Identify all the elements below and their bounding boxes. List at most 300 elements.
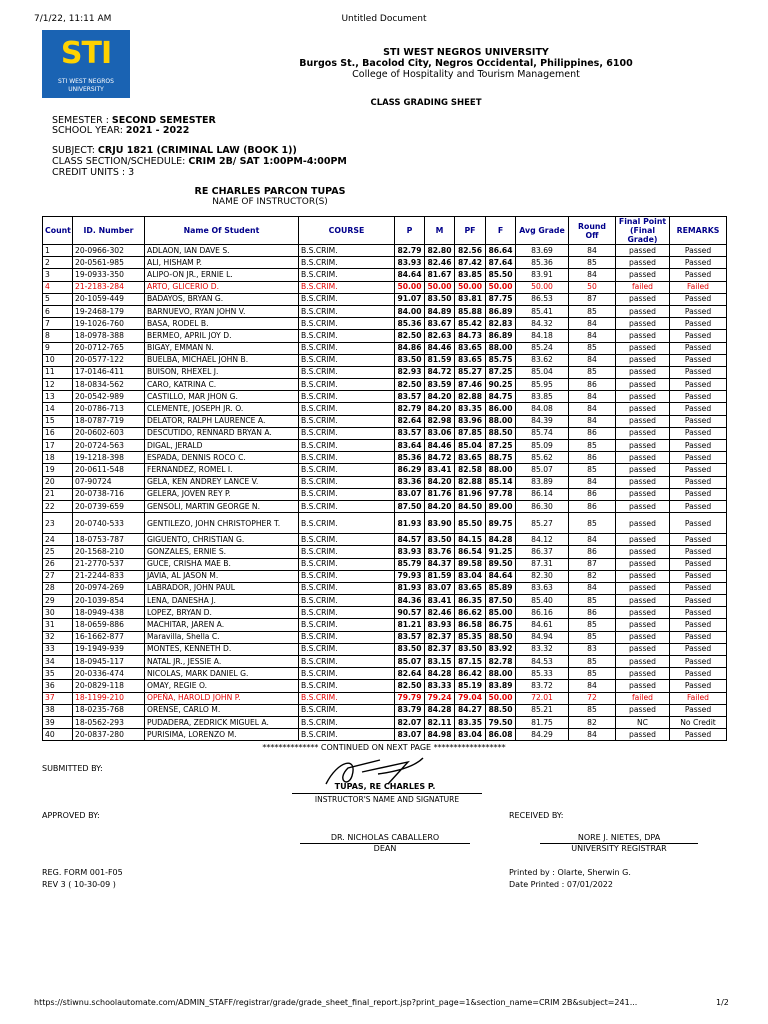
table-cell: 18-0235-768 bbox=[73, 704, 145, 716]
table-cell: 19-1026-760 bbox=[73, 318, 145, 330]
table-cell: 83.64 bbox=[395, 440, 425, 452]
table-cell: 11 bbox=[43, 366, 73, 378]
table-cell: 86.37 bbox=[516, 546, 569, 558]
table-cell: 18-0787-719 bbox=[73, 415, 145, 427]
table-cell: 84.32 bbox=[516, 318, 569, 330]
reg-form: REG. FORM 001-F05 bbox=[42, 868, 123, 877]
table-cell: B.S.CRIM. bbox=[299, 391, 395, 403]
table-cell: 90.25 bbox=[486, 379, 516, 391]
table-cell: 21-2183-284 bbox=[73, 281, 145, 293]
table-cell: 87.42 bbox=[455, 257, 486, 269]
table-cell: 50.00 bbox=[486, 281, 516, 293]
table-cell: NC bbox=[616, 716, 670, 728]
table-cell: 20-0724-563 bbox=[73, 440, 145, 452]
table-cell: 82.50 bbox=[395, 680, 425, 692]
table-cell: Maravilla, Shella C. bbox=[145, 631, 299, 643]
table-cell: 8 bbox=[43, 330, 73, 342]
table-cell: B.S.CRIM. bbox=[299, 305, 395, 317]
table-cell: 83 bbox=[569, 643, 616, 655]
continued-note: ************** CONTINUED ON NEXT PAGE ****************** bbox=[262, 743, 506, 752]
table-cell: 85 bbox=[569, 631, 616, 643]
table-cell: 91.25 bbox=[486, 546, 516, 558]
table-row bbox=[43, 668, 727, 680]
table-cell: 82 bbox=[569, 570, 616, 582]
table-cell: 82.30 bbox=[516, 570, 569, 582]
table-cell: 83.59 bbox=[425, 379, 455, 391]
table-cell: passed bbox=[616, 680, 670, 692]
table-cell: failed bbox=[616, 281, 670, 293]
table-cell: 50.00 bbox=[455, 281, 486, 293]
table-cell: Passed bbox=[670, 257, 727, 269]
table-cell: B.S.CRIM. bbox=[299, 281, 395, 293]
section-line: CLASS SECTION/SCHEDULE: CRIM 2B/ SAT 1:00PM-4:00PM bbox=[52, 156, 347, 167]
table-cell: 20-0738-716 bbox=[73, 488, 145, 500]
table-cell: Passed bbox=[670, 366, 727, 378]
table-cell: 9 bbox=[43, 342, 73, 354]
table-cell: 83.65 bbox=[455, 354, 486, 366]
table-cell: GELERA, JOVEN REY P. bbox=[145, 488, 299, 500]
table-cell: 85.21 bbox=[516, 704, 569, 716]
table-cell: 6 bbox=[43, 305, 73, 317]
table-cell: passed bbox=[616, 534, 670, 546]
table-cell: 84.20 bbox=[425, 476, 455, 488]
table-cell: Passed bbox=[670, 619, 727, 631]
table-cell: 84.46 bbox=[425, 342, 455, 354]
table-header-row bbox=[43, 217, 727, 245]
table-cell: 84.36 bbox=[395, 595, 425, 607]
table-cell: 18-0562-293 bbox=[73, 716, 145, 728]
table-row bbox=[43, 257, 727, 269]
table-cell: 84.08 bbox=[516, 403, 569, 415]
table-cell: 84 bbox=[569, 415, 616, 427]
table-cell: 86.89 bbox=[486, 330, 516, 342]
table-cell: 19-0933-350 bbox=[73, 269, 145, 281]
table-cell: DIGAL, JERALD bbox=[145, 440, 299, 452]
table-cell: 13 bbox=[43, 391, 73, 403]
table-cell: 81.59 bbox=[425, 354, 455, 366]
table-cell: 85.40 bbox=[516, 595, 569, 607]
table-cell: 84 bbox=[569, 582, 616, 594]
table-cell: 20-0974-269 bbox=[73, 582, 145, 594]
sti-logo bbox=[42, 30, 130, 98]
table-cell: 82.07 bbox=[395, 716, 425, 728]
table-cell: 22 bbox=[43, 500, 73, 512]
table-cell: Passed bbox=[670, 704, 727, 716]
table-cell: 83.15 bbox=[425, 656, 455, 668]
table-cell: 85.04 bbox=[516, 366, 569, 378]
table-cell: 83.93 bbox=[395, 257, 425, 269]
table-cell: 83.50 bbox=[425, 293, 455, 305]
table-cell: 87.15 bbox=[455, 656, 486, 668]
institution-address: Burgos St., Bacolod City, Negros Occidental, Philippines, 6100 bbox=[299, 58, 633, 69]
column-header: PF bbox=[455, 217, 486, 245]
table-cell: 17-0146-411 bbox=[73, 366, 145, 378]
table-cell: B.S.CRIM. bbox=[299, 570, 395, 582]
table-cell: ADLAON, IAN DAVE S. bbox=[145, 245, 299, 257]
table-cell: passed bbox=[616, 342, 670, 354]
table-cell: passed bbox=[616, 704, 670, 716]
table-cell: 82.37 bbox=[425, 643, 455, 655]
table-cell: BUELBA, MICHAEL JOHN B. bbox=[145, 354, 299, 366]
instructor-signature-name: TUPAS, RE CHARLES P. bbox=[334, 782, 436, 791]
table-cell: 83.65 bbox=[455, 452, 486, 464]
table-cell: 85.07 bbox=[516, 464, 569, 476]
table-cell: passed bbox=[616, 546, 670, 558]
table-cell: 86.53 bbox=[516, 293, 569, 305]
table-cell: 83.50 bbox=[425, 534, 455, 546]
table-cell: 85.79 bbox=[395, 558, 425, 570]
table-cell: 86.75 bbox=[486, 619, 516, 631]
table-cell: 82.64 bbox=[395, 668, 425, 680]
table-cell: 81.59 bbox=[425, 570, 455, 582]
table-row bbox=[43, 595, 727, 607]
table-cell: 83.07 bbox=[395, 729, 425, 741]
table-cell: 85 bbox=[569, 440, 616, 452]
table-cell: 3 bbox=[43, 269, 73, 281]
table-cell: 85 bbox=[569, 342, 616, 354]
table-cell: 85 bbox=[569, 619, 616, 631]
table-cell: 82.46 bbox=[425, 607, 455, 619]
table-cell: B.S.CRIM. bbox=[299, 595, 395, 607]
table-cell: 86.30 bbox=[516, 500, 569, 512]
table-cell: 84.29 bbox=[516, 729, 569, 741]
table-cell: B.S.CRIM. bbox=[299, 729, 395, 741]
table-cell: 83.89 bbox=[516, 476, 569, 488]
table-cell: 89.58 bbox=[455, 558, 486, 570]
table-cell: 20-0829-118 bbox=[73, 680, 145, 692]
table-cell: Passed bbox=[670, 680, 727, 692]
print-datetime: 7/1/22, 11:11 AM bbox=[34, 14, 112, 24]
table-cell: LABRADOR, JOHN PAUL bbox=[145, 582, 299, 594]
table-cell: 79.93 bbox=[395, 570, 425, 582]
table-cell: 83.81 bbox=[455, 293, 486, 305]
table-cell: Passed bbox=[670, 354, 727, 366]
table-cell: 50.00 bbox=[395, 281, 425, 293]
table-cell: B.S.CRIM. bbox=[299, 415, 395, 427]
table-cell: 83.85 bbox=[516, 391, 569, 403]
table-row bbox=[43, 305, 727, 317]
table-cell: 84.28 bbox=[486, 534, 516, 546]
table-cell: B.S.CRIM. bbox=[299, 293, 395, 305]
table-cell: 83.91 bbox=[516, 269, 569, 281]
logo-caption: STI WEST NEGROS UNIVERSITY bbox=[58, 78, 114, 93]
table-cell: LENA, DANESHA J. bbox=[145, 595, 299, 607]
table-cell: 84 bbox=[569, 269, 616, 281]
table-cell: 84.72 bbox=[425, 452, 455, 464]
table-cell: failed bbox=[616, 692, 670, 704]
table-row bbox=[43, 354, 727, 366]
table-cell: Passed bbox=[670, 318, 727, 330]
table-row bbox=[43, 379, 727, 391]
print-page-number: 1/2 bbox=[716, 998, 729, 1007]
table-cell: 83.07 bbox=[395, 488, 425, 500]
table-cell: 18-0978-388 bbox=[73, 330, 145, 342]
table-cell: BARNUEVO, RYAN JOHN V. bbox=[145, 305, 299, 317]
table-cell: 20-0740-533 bbox=[73, 513, 145, 534]
table-cell: passed bbox=[616, 403, 670, 415]
table-cell: 28 bbox=[43, 582, 73, 594]
table-cell: 84.57 bbox=[395, 534, 425, 546]
table-cell: 83.93 bbox=[395, 546, 425, 558]
table-cell: 85.62 bbox=[516, 452, 569, 464]
instructor-name: RE CHARLES PARCON TUPAS bbox=[194, 186, 346, 197]
table-cell: Passed bbox=[670, 452, 727, 464]
table-cell: 84.64 bbox=[395, 269, 425, 281]
table-cell: B.S.CRIM. bbox=[299, 330, 395, 342]
table-cell: 82.58 bbox=[455, 464, 486, 476]
table-cell: 87.85 bbox=[455, 427, 486, 439]
table-cell: B.S.CRIM. bbox=[299, 440, 395, 452]
table-cell: 81.96 bbox=[455, 488, 486, 500]
table-cell: Passed bbox=[670, 305, 727, 317]
table-cell: 85.95 bbox=[516, 379, 569, 391]
table-cell: CARO, KATRINA C. bbox=[145, 379, 299, 391]
table-cell: 85.88 bbox=[455, 305, 486, 317]
table-cell: 18-0945-117 bbox=[73, 656, 145, 668]
table-cell: 86.14 bbox=[516, 488, 569, 500]
table-row bbox=[43, 619, 727, 631]
table-cell: 81.76 bbox=[425, 488, 455, 500]
table-cell: DELATOR, RALPH LAURENCE A. bbox=[145, 415, 299, 427]
table-cell: Passed bbox=[670, 546, 727, 558]
table-cell: 84.75 bbox=[486, 391, 516, 403]
table-cell: 83.63 bbox=[516, 582, 569, 594]
table-cell: Passed bbox=[670, 729, 727, 741]
table-cell: 82.98 bbox=[425, 415, 455, 427]
table-cell: 86 bbox=[569, 427, 616, 439]
table-cell: 85.89 bbox=[486, 582, 516, 594]
table-cell: Passed bbox=[670, 403, 727, 415]
table-cell: passed bbox=[616, 631, 670, 643]
table-cell: 83.69 bbox=[516, 245, 569, 257]
table-row bbox=[43, 534, 727, 546]
table-cell: 84.20 bbox=[425, 403, 455, 415]
table-cell: BADAYOS, BRYAN G. bbox=[145, 293, 299, 305]
table-cell: B.S.CRIM. bbox=[299, 476, 395, 488]
table-cell: 84.50 bbox=[455, 500, 486, 512]
table-cell: Passed bbox=[670, 513, 727, 534]
date-printed: Date Printed : 07/01/2022 bbox=[509, 880, 613, 889]
table-cell: 86.35 bbox=[455, 595, 486, 607]
table-cell: CASTILLO, MAR JHON G. bbox=[145, 391, 299, 403]
table-cell: 87 bbox=[569, 293, 616, 305]
table-cell: 84.20 bbox=[425, 391, 455, 403]
table-cell: 85 bbox=[569, 464, 616, 476]
table-cell: 88.00 bbox=[486, 415, 516, 427]
table-cell: 85.19 bbox=[455, 680, 486, 692]
table-cell: B.S.CRIM. bbox=[299, 379, 395, 391]
table-row bbox=[43, 488, 727, 500]
table-cell: Passed bbox=[670, 500, 727, 512]
table-cell: 20-0739-659 bbox=[73, 500, 145, 512]
table-cell: 17 bbox=[43, 440, 73, 452]
table-row bbox=[43, 391, 727, 403]
dean-name: DR. NICHOLAS CABALLERO bbox=[330, 833, 440, 842]
table-cell: 83.96 bbox=[455, 415, 486, 427]
table-cell: Passed bbox=[670, 558, 727, 570]
table-cell: 83.72 bbox=[516, 680, 569, 692]
semester-line: SEMESTER : SECOND SEMESTER bbox=[52, 115, 216, 126]
table-cell: 50 bbox=[569, 281, 616, 293]
table-row bbox=[43, 729, 727, 741]
table-cell: B.S.CRIM. bbox=[299, 245, 395, 257]
table-cell: 86.16 bbox=[516, 607, 569, 619]
table-cell: 79.24 bbox=[425, 692, 455, 704]
table-cell: passed bbox=[616, 415, 670, 427]
table-cell: B.S.CRIM. bbox=[299, 680, 395, 692]
column-header: Avg Grade bbox=[516, 217, 569, 245]
table-cell: 85 bbox=[569, 656, 616, 668]
table-cell: 81.75 bbox=[516, 716, 569, 728]
table-cell: 32 bbox=[43, 631, 73, 643]
logo-mark: STI bbox=[60, 36, 112, 71]
table-cell: 84.20 bbox=[425, 500, 455, 512]
table-cell: 87.64 bbox=[486, 257, 516, 269]
table-cell: B.S.CRIM. bbox=[299, 513, 395, 534]
table-cell: 16-1662-877 bbox=[73, 631, 145, 643]
table-cell: passed bbox=[616, 582, 670, 594]
table-cell: 86 bbox=[569, 500, 616, 512]
table-cell: 07-90724 bbox=[73, 476, 145, 488]
table-cell: passed bbox=[616, 427, 670, 439]
received-by-label: RECEIVED BY: bbox=[509, 811, 564, 820]
table-cell: 83.67 bbox=[425, 318, 455, 330]
table-cell: 83.79 bbox=[395, 704, 425, 716]
table-cell: 82.88 bbox=[455, 391, 486, 403]
table-cell: 81.21 bbox=[395, 619, 425, 631]
table-row bbox=[43, 570, 727, 582]
column-header: ID. Number bbox=[73, 217, 145, 245]
table-cell: 18-0834-562 bbox=[73, 379, 145, 391]
column-header: M bbox=[425, 217, 455, 245]
table-cell: 84.46 bbox=[425, 440, 455, 452]
table-cell: Passed bbox=[670, 342, 727, 354]
table-cell: 84.15 bbox=[455, 534, 486, 546]
table-cell: passed bbox=[616, 656, 670, 668]
table-cell: B.S.CRIM. bbox=[299, 582, 395, 594]
table-cell: 84.98 bbox=[425, 729, 455, 741]
dean-title: DEAN bbox=[373, 844, 397, 853]
table-cell: NICOLAS, MARK DANIEL G. bbox=[145, 668, 299, 680]
table-cell: 83.65 bbox=[455, 342, 486, 354]
table-cell: 86.58 bbox=[455, 619, 486, 631]
table-cell: 97.78 bbox=[486, 488, 516, 500]
table-row bbox=[43, 656, 727, 668]
table-cell: 83.41 bbox=[425, 595, 455, 607]
table-cell: 85.50 bbox=[486, 269, 516, 281]
table-cell: 84.73 bbox=[455, 330, 486, 342]
registrar-name: NORE J. NIETES, DPA bbox=[577, 833, 661, 842]
table-cell: 24 bbox=[43, 534, 73, 546]
table-cell: LOPEZ, BRYAN D. bbox=[145, 607, 299, 619]
table-cell: 79.79 bbox=[395, 692, 425, 704]
table-cell: 5 bbox=[43, 293, 73, 305]
table-cell: 84 bbox=[569, 391, 616, 403]
table-cell: OPEÑA, HAROLD JOHN P. bbox=[145, 692, 299, 704]
table-cell: 85 bbox=[569, 366, 616, 378]
table-cell: 86 bbox=[569, 452, 616, 464]
table-cell: passed bbox=[616, 643, 670, 655]
table-cell: B.S.CRIM. bbox=[299, 656, 395, 668]
table-cell: 85.14 bbox=[486, 476, 516, 488]
table-cell: 85 bbox=[569, 513, 616, 534]
table-cell: 83.07 bbox=[425, 582, 455, 594]
table-cell: 81.93 bbox=[395, 582, 425, 594]
table-cell: 21-2244-833 bbox=[73, 570, 145, 582]
table-cell: 82.79 bbox=[395, 245, 425, 257]
table-cell: 84.12 bbox=[516, 534, 569, 546]
table-cell: 18 bbox=[43, 452, 73, 464]
table-cell: passed bbox=[616, 619, 670, 631]
table-cell: DESCUTIDO, RENNARD BRYAN A. bbox=[145, 427, 299, 439]
table-cell: Passed bbox=[670, 534, 727, 546]
table-cell: B.S.CRIM. bbox=[299, 500, 395, 512]
table-cell: 50.00 bbox=[425, 281, 455, 293]
table-cell: 82.50 bbox=[395, 379, 425, 391]
table-cell: B.S.CRIM. bbox=[299, 704, 395, 716]
instructor-label: NAME OF INSTRUCTOR(S) bbox=[212, 197, 328, 207]
print-doc-title: Untitled Document bbox=[341, 14, 427, 24]
table-cell: Passed bbox=[670, 245, 727, 257]
table-cell: 26 bbox=[43, 558, 73, 570]
table-cell: GONZALES, ERNIE S. bbox=[145, 546, 299, 558]
table-cell: 89.50 bbox=[486, 558, 516, 570]
table-cell: BASA, RODEL B. bbox=[145, 318, 299, 330]
table-cell: passed bbox=[616, 293, 670, 305]
table-cell: passed bbox=[616, 330, 670, 342]
table-cell: JAVIA, AL JASON M. bbox=[145, 570, 299, 582]
table-cell: GENSOLI, MARTIN GEORGE N. bbox=[145, 500, 299, 512]
table-cell: 87.75 bbox=[486, 293, 516, 305]
table-row bbox=[43, 631, 727, 643]
table-cell: passed bbox=[616, 318, 670, 330]
table-cell: PUDADERA, ZEDRICK MIGUEL A. bbox=[145, 716, 299, 728]
table-cell: MACHITAR, JAREN A. bbox=[145, 619, 299, 631]
table-cell: 4 bbox=[43, 281, 73, 293]
table-row bbox=[43, 680, 727, 692]
table-cell: Passed bbox=[670, 415, 727, 427]
table-cell: 82.79 bbox=[395, 403, 425, 415]
table-cell: B.S.CRIM. bbox=[299, 354, 395, 366]
table-cell: 83.89 bbox=[486, 680, 516, 692]
table-cell: 85.74 bbox=[516, 427, 569, 439]
table-cell: 83.90 bbox=[425, 513, 455, 534]
column-header: Round Off bbox=[569, 217, 616, 245]
table-cell: Passed bbox=[670, 293, 727, 305]
table-cell: B.S.CRIM. bbox=[299, 631, 395, 643]
table-cell: 79.50 bbox=[486, 716, 516, 728]
table-cell: 88.50 bbox=[486, 631, 516, 643]
table-cell: 87.50 bbox=[486, 595, 516, 607]
table-cell: BUISON, RHEXEL J. bbox=[145, 366, 299, 378]
table-cell: 82.83 bbox=[486, 318, 516, 330]
table-cell: 85.35 bbox=[455, 631, 486, 643]
table-cell: Passed bbox=[670, 440, 727, 452]
table-cell: passed bbox=[616, 558, 670, 570]
table-cell: 88.00 bbox=[486, 668, 516, 680]
table-cell: 50.00 bbox=[516, 281, 569, 293]
table-row bbox=[43, 464, 727, 476]
table-cell: 82.37 bbox=[425, 631, 455, 643]
table-cell: 36 bbox=[43, 680, 73, 692]
table-cell: passed bbox=[616, 305, 670, 317]
table-cell: 12 bbox=[43, 379, 73, 391]
table-cell: 85.36 bbox=[395, 318, 425, 330]
table-cell: 84.27 bbox=[455, 704, 486, 716]
table-cell: passed bbox=[616, 476, 670, 488]
table-cell: B.S.CRIM. bbox=[299, 607, 395, 619]
table-cell: 85.50 bbox=[455, 513, 486, 534]
